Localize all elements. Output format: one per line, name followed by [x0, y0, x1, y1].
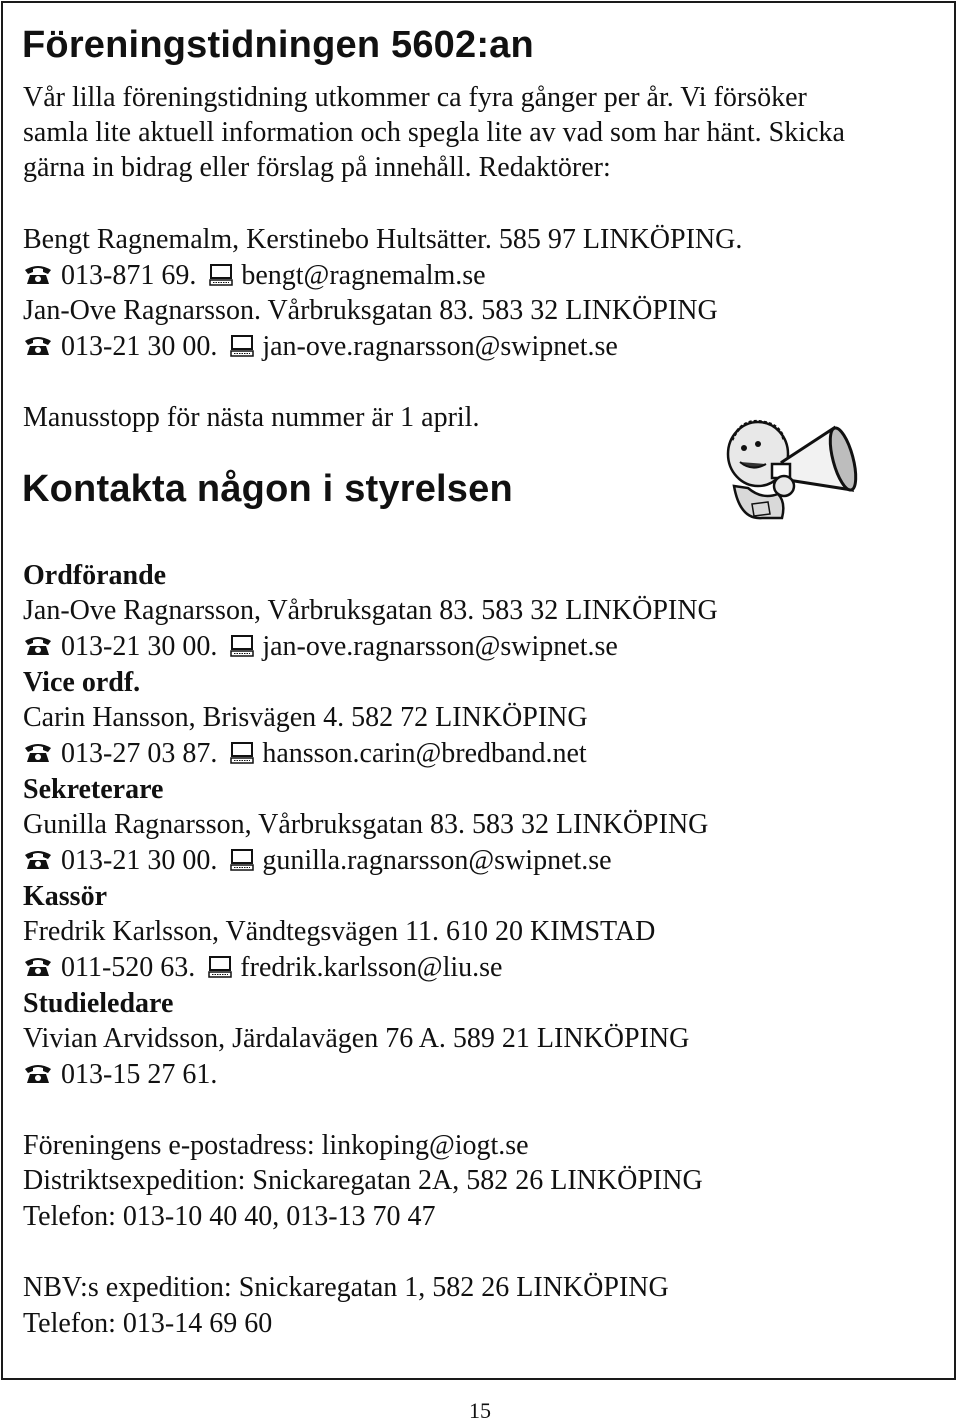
vice-chair-phone: 013-27 03 87. [61, 738, 218, 769]
intro-line-2: samla lite aktuell information och spegla lite av vad som har hänt. Skicka [23, 117, 845, 148]
telephone-icon [23, 331, 53, 367]
editor-1-address: Bengt Ragnemalm, Kerstinebo Hultsätter. 585 97 LINKÖPING. [23, 224, 743, 255]
treasurer-phone: 011-520 63. [61, 952, 196, 983]
computer-icon [209, 260, 233, 296]
vice-chair-address: Carin Hansson, Brisvägen 4. 582 72 LINKÖPING [23, 702, 588, 733]
editor-2-email[interactable]: jan-ove.ragnarsson@swipnet.se [262, 331, 618, 362]
telephone-icon [23, 738, 53, 774]
telephone-icon [23, 845, 53, 881]
role-study-leader: Studieledare [23, 988, 174, 1019]
secretary-contact [23, 843, 612, 881]
editor-2-address: Jan-Ove Ragnarsson. Vårbruksgatan 83. 583 32 LINKÖPING [23, 295, 718, 326]
editor-1-contact [23, 258, 486, 296]
treasurer-email[interactable]: fredrik.karlsson@liu.se [240, 952, 503, 983]
nbv-phone-line: Telefon: 013-14 69 60 [23, 1308, 273, 1339]
vice-chair-email[interactable]: hansson.carin@bredband.net [262, 738, 587, 769]
study-leader-contact [23, 1057, 217, 1095]
chair-address: Jan-Ove Ragnarsson, Vårbruksgatan 83. 583 32 LINKÖPING [23, 595, 718, 626]
nbv-office-line: NBV:s expedition: Snickaregatan 1, 582 26 LINKÖPING [23, 1272, 669, 1303]
association-email-line: Föreningens e-postadress: linkoping@iogt.se [23, 1130, 529, 1161]
chair-email[interactable]: jan-ove.ragnarsson@swipnet.se [262, 631, 618, 662]
computer-icon [230, 738, 254, 774]
study-leader-phone: 013-15 27 61. [61, 1059, 218, 1090]
page-number: 15 [469, 1398, 491, 1423]
role-vice-chair: Vice ordf. [23, 667, 141, 698]
vice-chair-contact [23, 736, 587, 774]
telephone-icon [23, 260, 53, 296]
intro-line-1: Vår lilla föreningstidning utkommer ca fyra gånger per år. Vi försöker [23, 82, 807, 113]
editor-2-phone: 013-21 30 00. [61, 331, 218, 362]
treasurer-contact [23, 950, 502, 988]
computer-icon [208, 952, 232, 988]
computer-icon [230, 845, 254, 881]
district-office-line: Distriktsexpedition: Snickaregatan 2A, 582 26 LINKÖPING [23, 1165, 703, 1196]
secretary-email[interactable]: gunilla.ragnarsson@swipnet.se [262, 845, 612, 876]
computer-icon [230, 331, 254, 367]
editor-1-email[interactable]: bengt@ragnemalm.se [241, 260, 486, 291]
secretary-address: Gunilla Ragnarsson, Vårbruksgatan 83. 583 32 LINKÖPING [23, 809, 709, 840]
treasurer-address: Fredrik Karlsson, Vändtegsvägen 11. 610 20 KIMSTAD [23, 916, 656, 947]
telephone-icon [23, 631, 53, 667]
telephone-icon [23, 952, 53, 988]
chair-contact [23, 629, 618, 667]
megaphone-person-illustration [722, 410, 867, 520]
deadline-text: Manusstopp för nästa nummer är 1 april. [23, 402, 480, 433]
study-leader-address: Vivian Arvidsson, Järdalavägen 76 A. 589 21 LINKÖPING [23, 1023, 690, 1054]
role-treasurer: Kassör [23, 881, 107, 912]
chair-phone: 013-21 30 00. [61, 631, 218, 662]
role-chair: Ordförande [23, 560, 167, 591]
district-phone-line: Telefon: 013-10 40 40, 013-13 70 47 [23, 1201, 436, 1232]
page-title: Föreningstidningen 5602:an [22, 24, 534, 66]
telephone-icon [23, 1059, 53, 1095]
role-secretary: Sekreterare [23, 774, 164, 805]
editor-2-contact [23, 329, 618, 367]
board-heading: Kontakta någon i styrelsen [22, 468, 513, 510]
intro-line-3: gärna in bidrag eller förslag på innehåll. Redaktörer: [23, 152, 611, 183]
secretary-phone: 013-21 30 00. [61, 845, 218, 876]
editor-1-phone: 013-871 69. [61, 260, 197, 291]
computer-icon [230, 631, 254, 667]
